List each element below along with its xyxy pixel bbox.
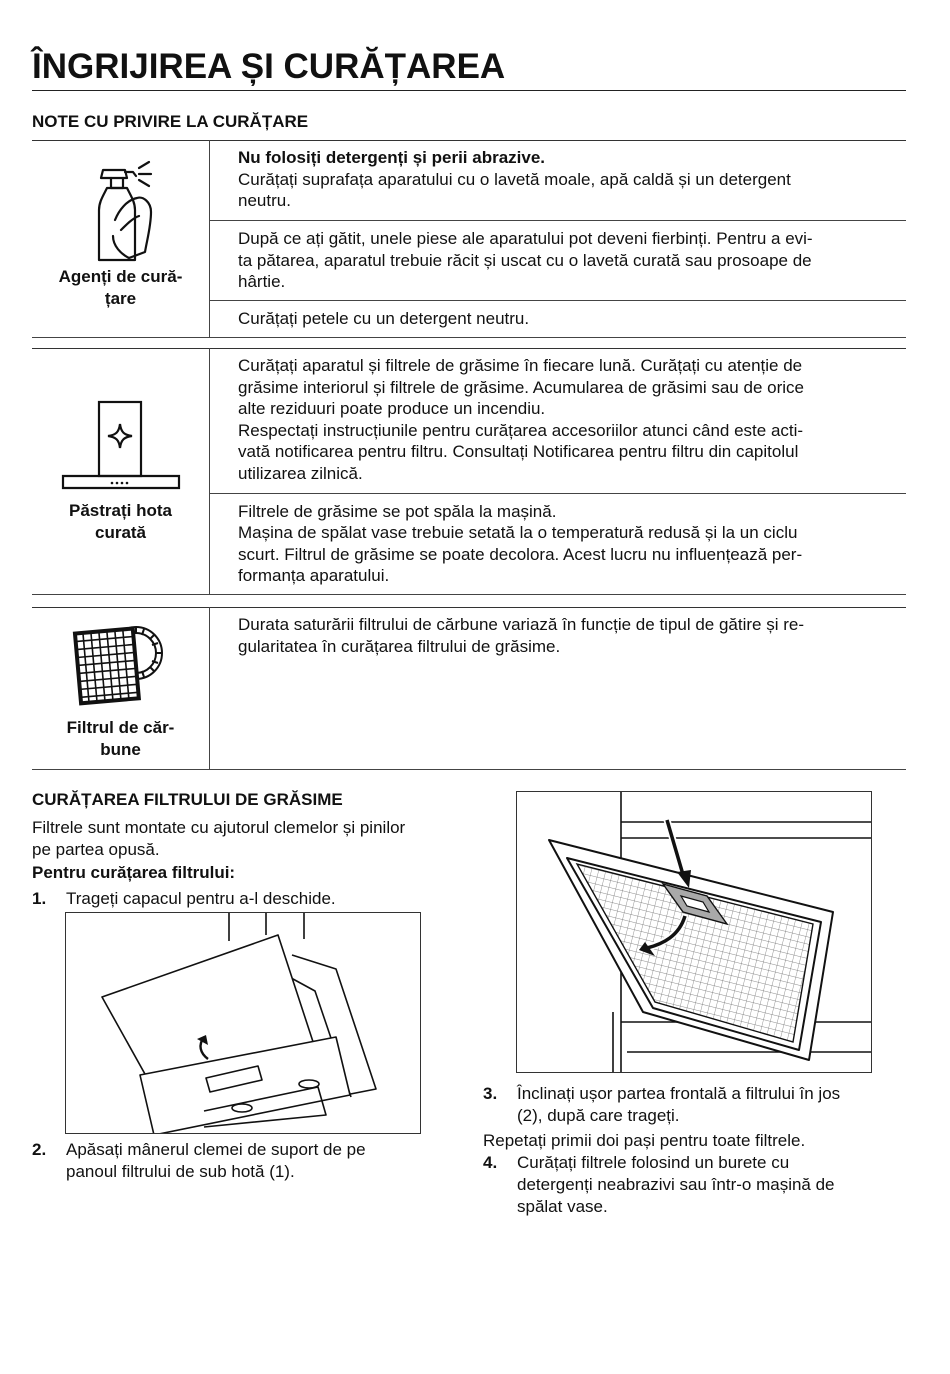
note-line: Durata saturării filtrului de cărbune variază în funcție de tipul de gătire și re- [238,615,805,634]
label-line: Filtrul de căr- [66,718,175,737]
note-cell [210,348,907,493]
label-line: curată [94,522,147,542]
note-line: neutru. [238,191,291,210]
note-line: scurt. Filtrul de grăsime se poate decolora. Acest lucru nu influențează per- [238,544,803,564]
step-line: detergenți neabrazivi sau într-o mașină de [517,1175,835,1194]
step-4 [483,1152,903,1218]
step-text [517,1083,840,1127]
cleaning-agents-label [32,266,209,309]
step-text [517,1152,835,1218]
step-line: spălat vase. [517,1197,608,1216]
step-line: Apăsați mânerul clemei de suport de pe [66,1140,366,1159]
step-text [66,1139,366,1183]
note-line: vată notificarea pentru filtru. Consultați Notificarea pentru filtru din capitolul [238,442,799,461]
intro-line: pe partea opusă. [32,840,160,859]
figure-open-cover [65,912,421,1134]
label-line: Agenți de cură- [58,267,183,286]
label-line: țare [104,288,137,308]
step-text: Trageți capacul pentru a-l deschide. [66,889,336,908]
note-bold-text: Nu folosiți detergenți și perii abrazive. [238,148,546,167]
note-cell [210,607,907,770]
note-line: alte reziduuri poate produce un incendiu. [238,399,546,418]
clean-hood-icon [32,400,209,498]
note-line: hârtie. [238,272,286,291]
step-line: Curățați filtrele folosind un burete cu [517,1153,790,1172]
repeat-note: Repetați primii doi pași pentru toate filtrele. [483,1131,806,1150]
carbon-filter-label [32,717,209,760]
page-title: ÎNGRIJIREA ȘI CURĂȚAREA [32,44,906,91]
note-cell [210,221,907,301]
note-line: Curățați petele cu un detergent neutru. [238,309,530,328]
note-line: Curățați aparatul și filtrele de grăsime în fiecare lună. Curățați cu atenție de [238,356,803,375]
note-line: Mașina de spălat vase trebuie setată la o temperatură redusă și la un ciclu [238,523,798,543]
note-line: Respectați instrucțiunile pentru curățarea accesoriilor atunci când este acti- [238,420,804,440]
step-line: panoul filtrului de sub hotă (1). [66,1162,295,1181]
step-number: 1. [32,889,47,908]
note-cell [210,493,907,594]
step-number: 4. [483,1153,498,1172]
intro-text [32,817,405,861]
note-cell [210,140,907,221]
intro-line: Filtrele sunt montate cu ajutorul clemelor și pinilor [32,818,406,837]
step-1 [32,888,452,910]
step-number: 3. [483,1084,498,1103]
notes-group-carbon-filter [32,607,906,770]
note-line: Filtrele de grăsime se pot spăla la mașină. [238,501,557,521]
label-line: Păstrați hota [69,501,172,520]
figure-tilt-filter [516,791,872,1073]
notes-heading: NOTE CU PRIVIRE LA CURĂȚARE [32,112,309,131]
note-line: După ce ați gătit, unele piese ale aparatului pot deveni fierbinți. Pentru a evi- [238,229,813,248]
note-cell [210,301,907,338]
label-line: bune [100,739,141,759]
step-2 [32,1139,452,1183]
note-line: Curățați suprafața aparatului cu o lavetă moale, apă caldă și un detergent [238,169,791,189]
notes-group-clean-hood [32,348,906,595]
grease-filter-heading: CURĂȚAREA FILTRULUI DE GRĂSIME [32,790,343,809]
step-line: Înclinați ușor partea frontală a filtrului în jos [517,1084,841,1103]
step-3 [483,1083,903,1127]
spray-cloth-icon [32,160,209,276]
note-line: ta pătarea, aparatul trebuie răcit și uscat cu o lavetă curată sau prosoape de [238,250,812,270]
notes-group-cleaning-agents [32,140,906,338]
note-line: grăsime interiorul și filtrele de grăsime. Acumularea de grăsimi sau de orice [238,377,804,397]
clean-hood-label [32,500,209,543]
note-line: gularitatea în curățarea filtrului de grăsime. [238,636,561,656]
carbon-filter-icon [32,617,209,713]
steps-subheading: Pentru curățarea filtrului: [32,863,236,882]
step-line: (2), după care trageți. [517,1106,680,1125]
step-number: 2. [32,1140,47,1159]
note-line: formanța aparatului. [238,566,390,586]
note-line: utilizarea zilnică. [238,463,363,483]
